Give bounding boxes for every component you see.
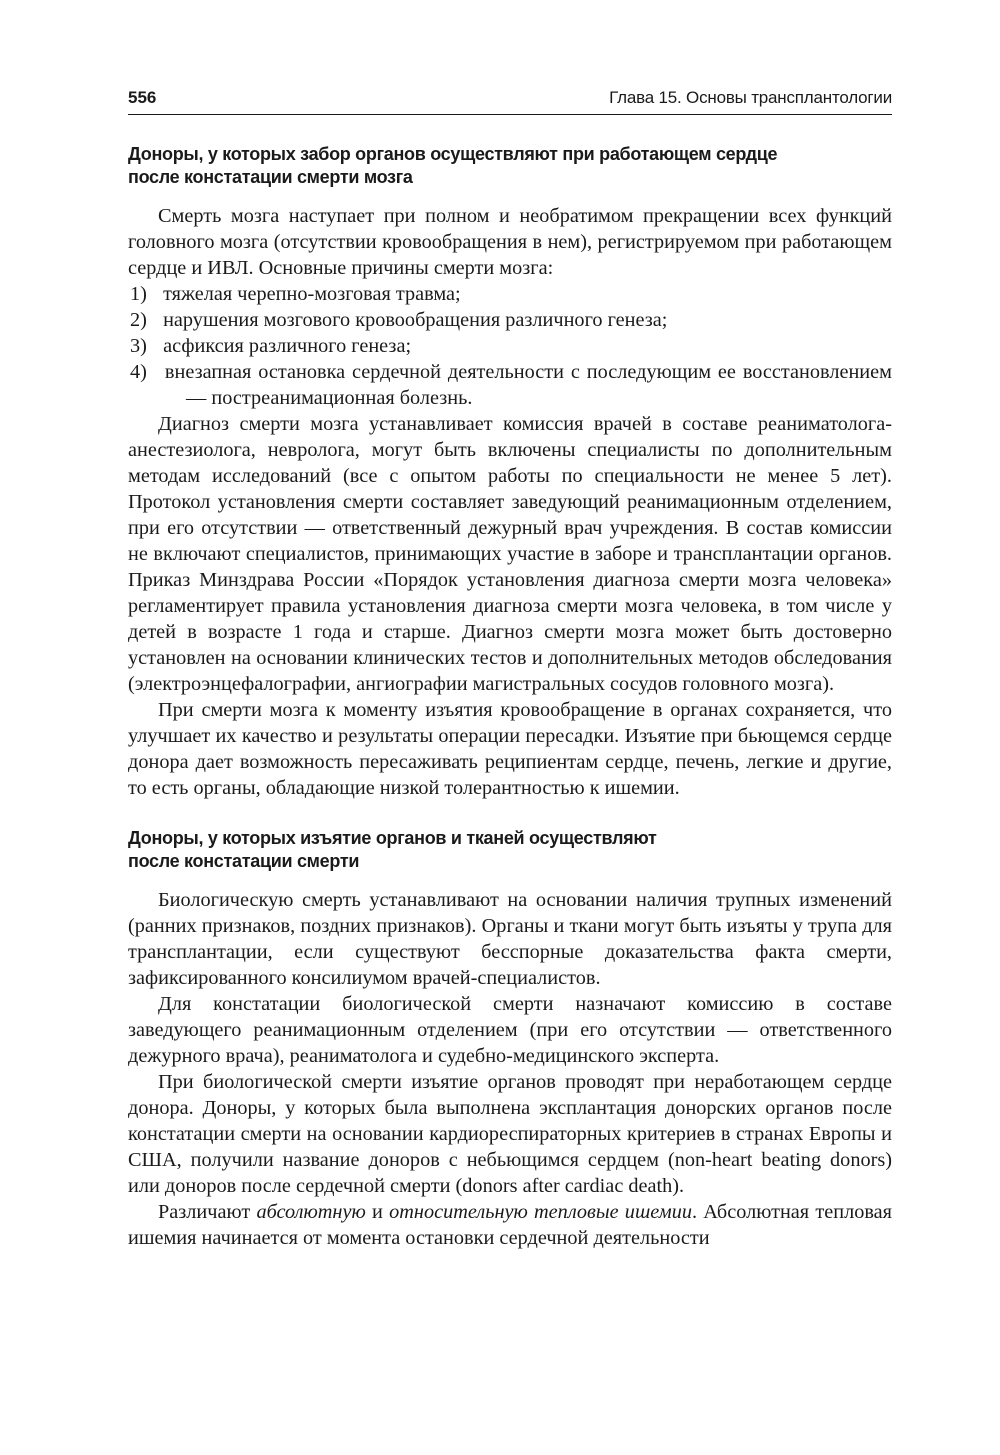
list-item: 2) нарушения мозгового кровообращения различного генеза;: [130, 309, 668, 331]
list-item-text: тяжелая черепно-мозговая травма;: [163, 283, 461, 305]
heading-line: после констатации смерти: [128, 851, 360, 871]
book-page: [128, 88, 892, 1251]
list-item: 4) внезапная остановка сердечной деятельности с последующим ее восстановлением — постреанимационная болезнь.: [130, 361, 892, 409]
text-run: и: [365, 1201, 390, 1223]
heading-line: после констатации смерти мозга: [128, 167, 413, 187]
paragraph: При смерти мозга к моменту изъятия кровообращение в органах сохраняется, что улучшает их качество и результаты операции пересадки. Изъятие при бьющемся сердце донора дает возможность пересаживать реципиентам сердце, печень, легкие и другие, то есть органы, обладающие низкой толерантностью к ишемии.: [128, 699, 892, 799]
section-2-body: [128, 887, 892, 1251]
list-item-text: внезапная остановка сердечной деятельности с последующим ее восстановлением — постреанимационная болезнь.: [164, 361, 892, 409]
brain-death-causes-list: [128, 281, 892, 411]
paragraph: Смерть мозга наступает при полном и необратимом прекращении всех функций головного мозга (отсутствии кровообращения в нем), регистрируемом при работающем сердце и ИВЛ. Основные причины смерти мозга:: [128, 205, 892, 279]
section-1-body: [128, 203, 892, 801]
section-heading-post-death-donors: [128, 827, 892, 873]
list-item: 1) тяжелая черепно-мозговая травма;: [130, 283, 461, 305]
heading-line: Доноры, у которых забор органов осуществляют при работающем сердце: [128, 144, 778, 164]
text-run: Различают: [158, 1201, 257, 1223]
list-item-text: нарушения мозгового кровообращения различного генеза;: [163, 309, 668, 331]
heading-line: Доноры, у которых изъятие органов и тканей осуществляют: [128, 828, 657, 848]
paragraph-ischemia: [128, 1199, 892, 1251]
section-heading-brain-death-donors: [128, 143, 892, 189]
italic-term: абсолютную: [256, 1201, 366, 1223]
paragraph: Биологическую смерть устанавливают на основании наличия трупных изменений (ранних признаков, поздних признаков). Органы и ткани могут быть изъяты у трупа для трансплантации, если существуют бесспорные доказательства факта смерти, зафиксированного консилиумом врачей-специалистов.: [128, 889, 892, 989]
text-run: . Абсолютная тепловая ишемия начинается от момента остановки сердечной деятельности: [128, 1201, 892, 1249]
paragraph: Диагноз смерти мозга устанавливает комиссия врачей в составе реаниматолога-анестезиолога, невролога, могут быть включены специалисты по дополнительным методам исследований (все с опытом работы по специальности не менее 5 лет). Протокол установления смерти составляет заведующий реанимационным отделением, при его отсутствии — ответственный дежурный врач учреждения. В состав комиссии не включают специалистов, принимающих участие в заборе и трансплантации органов. Приказ Минздрава России «Порядок установления диагноза смерти мозга человека» регламентирует правила установления диагноза смерти мозга человека, в том числе у детей в возрасте 1 года и старше. Диагноз смерти мозга может быть достоверно установлен на основании клинических тестов и дополнительных методов обследования (электроэнцефалографии, ангиографии магистральных сосудов головного мозга).: [128, 413, 892, 695]
page-number: 556: [128, 88, 157, 107]
italic-term: относительную тепловые ишемии: [389, 1201, 692, 1223]
paragraph: Для констатации биологической смерти назначают комиссию в составе заведующего реанимационным отделением (при его отсутствии — ответственного дежурного врача), реаниматолога и судебно-медицинского эксперта.: [128, 993, 892, 1067]
chapter-title: Глава 15. Основы трансплантологии: [609, 88, 892, 107]
list-item: 3) асфиксия различного генеза;: [130, 335, 412, 357]
paragraph: При биологической смерти изъятие органов проводят при неработающем сердце донора. Доноры, у которых была выполнена эксплантация донорских органов после констатации смерти на основании кардиореспираторных критериев в странах Европы и США, получили название доноров с небьющимся сердцем (non-heart beating donors) или доноров после сердечной смерти (donors after cardiac death).: [128, 1071, 892, 1197]
running-header: [128, 88, 892, 115]
list-item-text: асфиксия различного генеза;: [163, 335, 412, 357]
